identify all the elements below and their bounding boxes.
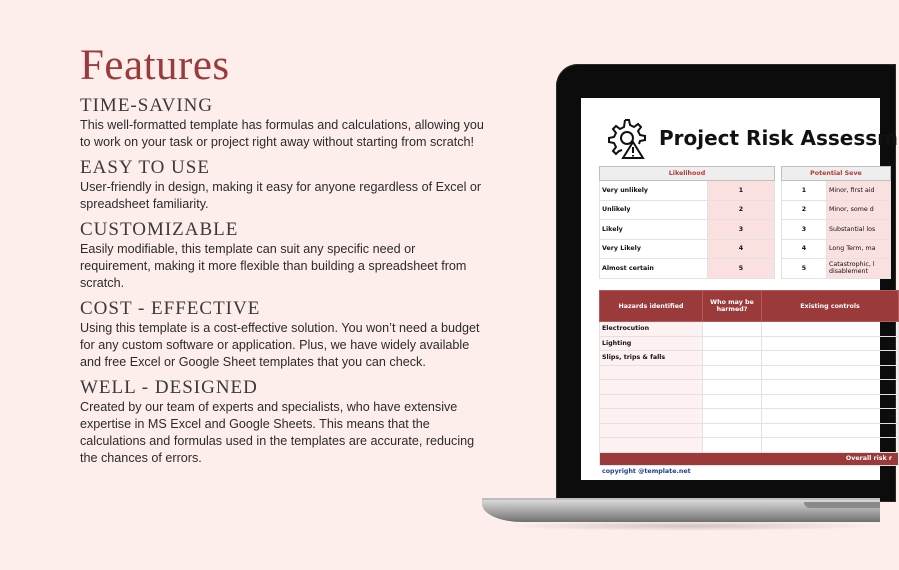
sheet-header — [605, 116, 898, 160]
feature-text: Created by our team of experts and specialists, who have extensive expertise in MS Excel and Google Sheets. This means that the calculations and formulas used in the templates are accurate, reducing the chances of errors. — [80, 400, 475, 465]
controls-cell[interactable] — [762, 438, 899, 453]
features-heading: Features — [80, 42, 230, 89]
table-row — [600, 365, 899, 380]
likelihood-label[interactable]: Almost certain — [600, 259, 708, 279]
likelihood-value[interactable]: 4 — [708, 239, 775, 259]
feature-title: WELL - DESIGNED — [80, 377, 258, 398]
table-row — [600, 351, 899, 366]
controls-cell[interactable] — [762, 351, 899, 366]
total-row — [600, 452, 899, 465]
harmed-cell[interactable] — [703, 438, 762, 453]
table-row — [782, 259, 891, 279]
likelihood-value[interactable]: 5 — [708, 259, 775, 279]
feature-customizable — [80, 220, 485, 292]
controls-cell[interactable] — [762, 336, 899, 351]
table-row — [600, 181, 775, 201]
harmed-cell[interactable] — [703, 380, 762, 395]
hazard-cell[interactable] — [600, 423, 703, 438]
controls-cell[interactable] — [762, 322, 899, 337]
table-row — [600, 259, 775, 279]
controls-cell[interactable] — [762, 394, 899, 409]
laptop-notch — [804, 502, 880, 508]
feature-title: CUSTOMIZABLE — [80, 219, 239, 240]
feature-easy-to-use — [80, 158, 485, 213]
table-row — [600, 409, 899, 424]
table-row — [600, 220, 775, 240]
controls-cell[interactable] — [762, 409, 899, 424]
table-row — [600, 239, 775, 259]
severity-value[interactable]: 5 — [782, 259, 827, 279]
feature-text: Easily modifiable, this template can suit any specific need or requirement, making it more flexible than building a spreadsheet from scratch. — [80, 242, 467, 290]
likelihood-label[interactable]: Unlikely — [600, 200, 708, 220]
hazard-cell[interactable]: Electrocution — [600, 322, 703, 337]
overall-risk-label: Overall risk r — [600, 452, 899, 465]
copyright-text: copyright @template.net — [602, 468, 691, 475]
hazard-cell[interactable] — [600, 394, 703, 409]
feature-well-designed — [80, 378, 485, 467]
harmed-cell[interactable] — [703, 409, 762, 424]
severity-value[interactable]: 3 — [782, 220, 827, 240]
hazard-cell[interactable] — [600, 365, 703, 380]
controls-col-header: Existing controls — [762, 291, 899, 322]
harmed-cell[interactable] — [703, 351, 762, 366]
harmed-cell[interactable] — [703, 322, 762, 337]
severity-value[interactable]: 2 — [782, 200, 827, 220]
controls-cell[interactable] — [762, 423, 899, 438]
severity-header: Potential Seve — [782, 167, 891, 181]
likelihood-table — [599, 166, 775, 279]
table-row — [600, 438, 899, 453]
hazards-table — [599, 290, 899, 466]
severity-label[interactable]: Long Term, ma — [827, 239, 891, 259]
laptop-screen — [581, 98, 898, 480]
feature-time-saving — [80, 96, 485, 151]
feature-text: Using this template is a cost-effective solution. You won’t need a budget for any custom software or application. Plus, we have widely available and free Excel or Google Sheet templates that you can check. — [80, 321, 480, 369]
table-row — [782, 181, 891, 201]
laptop-shadow — [500, 521, 880, 531]
likelihood-value[interactable]: 3 — [708, 220, 775, 240]
sheet-title: Project Risk Assessm — [659, 126, 898, 150]
feature-title: TIME-SAVING — [80, 95, 214, 116]
table-row — [600, 322, 899, 337]
table-row — [782, 239, 891, 259]
table-row — [600, 394, 899, 409]
harmed-cell[interactable] — [703, 336, 762, 351]
harmed-cell[interactable] — [703, 365, 762, 380]
hazard-cell[interactable] — [600, 409, 703, 424]
hazard-cell[interactable] — [600, 438, 703, 453]
severity-label[interactable]: Minor, first aid — [827, 181, 891, 201]
likelihood-value[interactable]: 2 — [708, 200, 775, 220]
hazard-cell[interactable]: Lighting — [600, 336, 703, 351]
severity-value[interactable]: 1 — [782, 181, 827, 201]
harmed-cell[interactable] — [703, 423, 762, 438]
features-section — [80, 40, 485, 474]
feature-cost-effective — [80, 299, 485, 371]
table-row — [600, 200, 775, 220]
controls-cell[interactable] — [762, 380, 899, 395]
severity-value[interactable]: 4 — [782, 239, 827, 259]
table-row — [600, 380, 899, 395]
hazard-cell[interactable] — [600, 380, 703, 395]
table-row — [600, 423, 899, 438]
hazard-cell[interactable]: Slips, trips & falls — [600, 351, 703, 366]
likelihood-label[interactable]: Likely — [600, 220, 708, 240]
gear-warning-icon — [605, 116, 649, 160]
severity-table — [781, 166, 891, 279]
controls-cell[interactable] — [762, 365, 899, 380]
table-row — [782, 200, 891, 220]
feature-text: This well-formatted template has formulas and calculations, allowing you to work on your task or project right away without starting from scratch! — [80, 118, 484, 149]
feature-title: EASY TO USE — [80, 157, 210, 178]
likelihood-label[interactable]: Very Likely — [600, 239, 708, 259]
hazards-col-header: Hazards identified — [600, 291, 703, 322]
severity-label[interactable]: Minor, some d — [827, 200, 891, 220]
likelihood-label[interactable]: Very unlikely — [600, 181, 708, 201]
likelihood-value[interactable]: 1 — [708, 181, 775, 201]
severity-label[interactable]: Catastrophic, l disablement — [827, 259, 891, 279]
harmed-cell[interactable] — [703, 394, 762, 409]
likelihood-header: Likelihood — [600, 167, 775, 181]
feature-title: COST - EFFECTIVE — [80, 298, 261, 319]
severity-label[interactable]: Substantial los — [827, 220, 891, 240]
harmed-col-header: Who may be harmed? — [703, 291, 762, 322]
table-row — [782, 220, 891, 240]
table-row — [600, 336, 899, 351]
feature-text: User-friendly in design, making it easy for anyone regardless of Excel or spreadsheet familiarity. — [80, 180, 482, 211]
